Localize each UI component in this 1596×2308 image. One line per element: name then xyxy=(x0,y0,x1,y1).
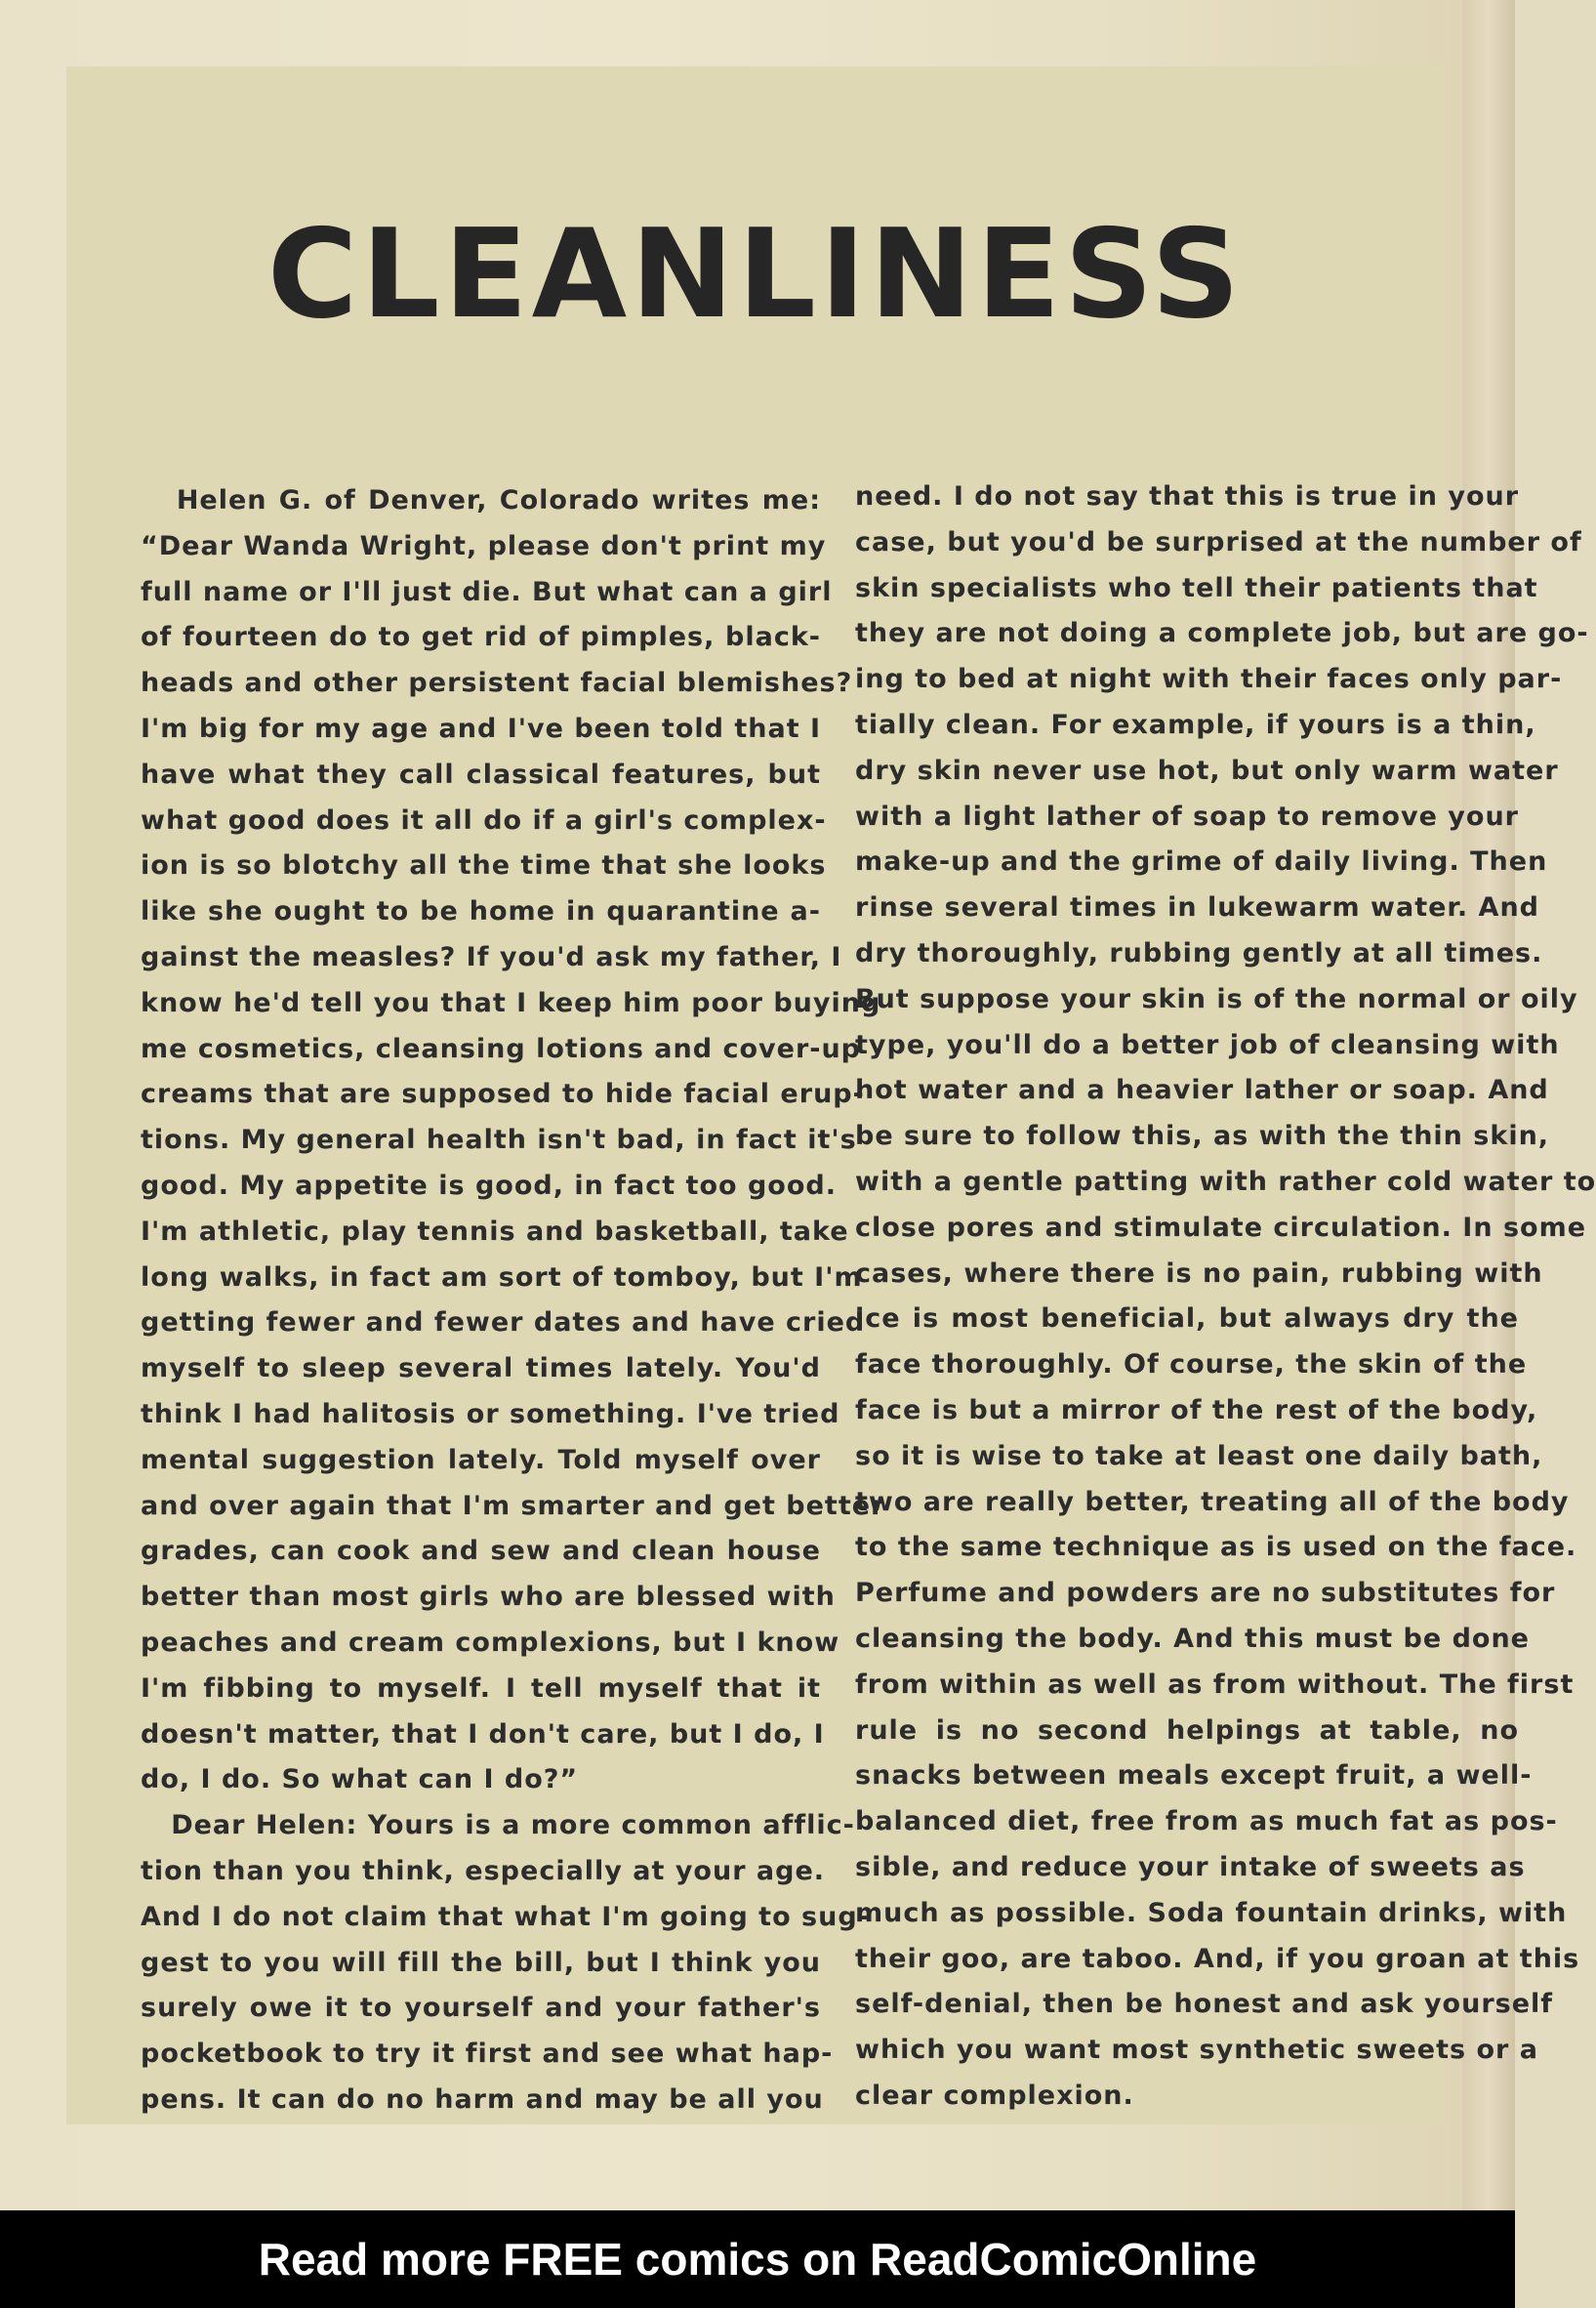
article-line: doesn't matter, that I don't care, but I do, I xyxy=(141,1718,825,1750)
article-line: Dear Helen: Yours is a more common afflic- xyxy=(141,1810,855,1841)
article-line: ice is most beneficial, but always dry the xyxy=(855,1303,1519,1335)
article-line: ion is so blotchy all the time that she looks xyxy=(141,850,827,882)
article-line: two are really better, treating all of the body xyxy=(855,1486,1570,1517)
article-line: know he'd tell you that I keep him poor buying xyxy=(141,987,881,1018)
article-line: case, but you'd be surprised at the number of xyxy=(855,526,1582,557)
article-line: rule is no second helpings at table, no xyxy=(855,1714,1519,1746)
article-line: cleansing the body. And this must be done xyxy=(855,1623,1530,1654)
article-line: I'm big for my age and I've been told that I xyxy=(141,713,822,744)
article-line: and over again that I'm smarter and get better xyxy=(141,1490,885,1521)
article-line: getting fewer and fewer dates and have cried xyxy=(141,1307,866,1339)
article-line: Helen G. of Denver, Colorado writes me: xyxy=(141,485,821,515)
article-line: cases, where there is no pain, rubbing with xyxy=(855,1257,1543,1289)
article-line: self-denial, then be honest and ask yourself xyxy=(855,1989,1554,2020)
article-line: full name or I'll just die. But what can a girl xyxy=(141,576,833,607)
article-line: tions. My general health isn't bad, in fact it's xyxy=(141,1125,857,1156)
article-line: be sure to follow this, as with the thin skin, xyxy=(855,1121,1550,1152)
article-line: face thoroughly. Of course, the skin of the xyxy=(855,1349,1528,1381)
article-panel xyxy=(66,66,1596,2124)
article-line: have what they call classical features, but xyxy=(141,759,821,790)
article-line: with a gentle patting with rather cold water to xyxy=(855,1166,1596,1197)
article-line: And I do not claim that what I'm going to sug- xyxy=(141,1901,870,1932)
article-line: need. I do not say that this is true in your xyxy=(855,481,1520,512)
article-line: close pores and stimulate circulation. In some xyxy=(855,1212,1587,1243)
article-line: do, I do. So what can I do?” xyxy=(141,1764,579,1795)
article-title: CLEANLINESS xyxy=(266,202,1245,346)
article-line: type, you'll do a better job of cleansing with xyxy=(855,1029,1560,1060)
article-line: Perfume and powders are no substitutes for xyxy=(855,1578,1556,1609)
article-line: gainst the measles? If you'd ask my father, I xyxy=(141,941,842,972)
article-line: clear complexion. xyxy=(855,2080,1134,2111)
article-line: snacks between meals except fruit, a well- xyxy=(855,1760,1533,1792)
article-line: much as possible. Soda fountain drinks, with xyxy=(855,1897,1568,1928)
article-line: pocketbook to try it first and see what hap- xyxy=(141,2039,834,2070)
article-line: dry thoroughly, rubbing gently at all times. xyxy=(855,937,1543,969)
article-line: I'm athletic, play tennis and basketball, take xyxy=(141,1216,849,1247)
article-line: make-up and the grime of daily living. Then xyxy=(855,846,1548,878)
article-line: so it is wise to take at least one daily bath, xyxy=(855,1440,1543,1471)
article-line: better than most girls who are blessed with xyxy=(141,1582,836,1613)
article-line: which you want most synthetic sweets or a xyxy=(855,2035,1538,2066)
article-line: I'm fibbing to myself. I tell myself that it xyxy=(141,1672,821,1704)
article-line: rinse several times in lukewarm water. And xyxy=(855,892,1539,924)
article-left-column xyxy=(141,478,885,2123)
article-line: face is but a mirror of the rest of the body, xyxy=(855,1394,1538,1425)
article-line: to the same technique as is used on the face. xyxy=(855,1532,1577,1563)
article-line: long walks, in fact am sort of tomboy, but I'm xyxy=(141,1261,863,1293)
article-line: think I had halitosis or something. I've tried xyxy=(141,1398,840,1429)
promo-banner[interactable]: Read more FREE comics on ReadComicOnline xyxy=(0,2210,1515,2308)
article-line: ing to bed at night with their faces only par- xyxy=(855,664,1563,695)
article-line: skin specialists who tell their patients that xyxy=(855,572,1538,603)
article-line: like she ought to be home in quarantine a- xyxy=(141,896,821,927)
article-line: myself to sleep several times lately. You'd xyxy=(141,1353,821,1384)
article-line: what good does it all do if a girl's complex- xyxy=(141,804,827,836)
article-line: from within as well as from without. The first xyxy=(855,1669,1575,1700)
article-line: heads and other persistent facial blemishes? xyxy=(141,668,853,699)
article-line: tion than you think, especially at your age. xyxy=(141,1855,826,1886)
article-line: creams that are supposed to hide facial erup- xyxy=(141,1079,865,1110)
article-line: peaches and cream complexions, but I know xyxy=(141,1627,840,1658)
article-line: me cosmetics, cleansing lotions and cover-up xyxy=(141,1033,862,1064)
article-line: “Dear Wanda Wright, please don't print my xyxy=(141,530,827,561)
article-line: balanced diet, free from as much fat as pos- xyxy=(855,1806,1558,1837)
article-line: tially clean. For example, if yours is a thin, xyxy=(855,709,1536,740)
article-line: sible, and reduce your intake of sweets as xyxy=(855,1851,1526,1882)
article-line: But suppose your skin is of the normal or oily xyxy=(855,983,1578,1014)
article-line: they are not doing a complete job, but are go- xyxy=(855,618,1589,649)
article-line: pens. It can do no harm and may be all you xyxy=(141,2083,824,2115)
article-line: of fourteen do to get rid of pimples, black- xyxy=(141,622,821,653)
article-line: mental suggestion lately. Told myself over xyxy=(141,1444,821,1475)
article-line: good. My appetite is good, in fact too good. xyxy=(141,1170,837,1201)
article-line: their goo, are taboo. And, if you groan at this xyxy=(855,1943,1580,1974)
article-line: grades, can cook and sew and clean house xyxy=(141,1536,821,1567)
article-right-column xyxy=(855,474,1596,2120)
article-line: with a light lather of soap to remove your xyxy=(855,801,1519,832)
article-line: surely owe it to yourself and your father's xyxy=(141,1993,821,2024)
article-line: dry skin never use hot, but only warm water xyxy=(855,755,1559,786)
article-line: gest to you will fill the bill, but I think you xyxy=(141,1947,821,1978)
article-line: hot water and a heavier lather or soap. And xyxy=(855,1075,1549,1106)
